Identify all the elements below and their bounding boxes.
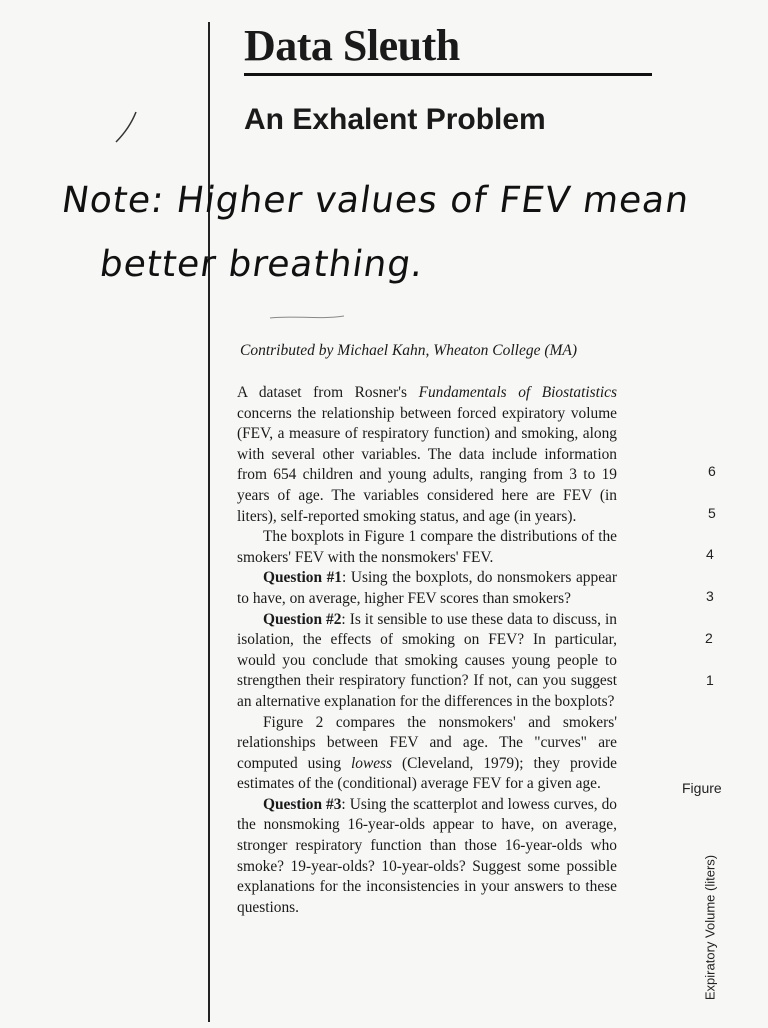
- question-1: Question #1: Using the boxplots, do nonsmokers appear to have, on average, higher FEV scores than smokers?: [237, 569, 617, 607]
- y-axis-label: Expiratory Volume (liters): [702, 854, 718, 1001]
- pen-stroke-mark: [268, 312, 348, 322]
- question-3: Question #3: Using the scatterplot and lowess curves, do the nonsmoking 16-year-olds appear to have, on average, stronger respiratory function than those 16-year-olds who smoke? 19-year-olds? 10-year-olds? Suggest some possible explanations for the inconsistencies in your answers to these questions.: [237, 795, 617, 916]
- figure-label: Figure: [682, 780, 722, 796]
- page-subtitle: An Exhalent Problem: [244, 103, 546, 136]
- question-2: Question #2: Is it sensible to use these data to discuss, in isolation, the effects of smoking on FEV? In particular, would you conclude that smoking causes young people to strengthen their respiratory function? If not, can you suggest an alternative explanation for the differences in the boxplots?: [237, 610, 617, 710]
- page-title: Data Sleuth: [244, 21, 460, 70]
- margin-rule: [208, 22, 210, 1022]
- contributor-line: Contributed by Michael Kahn, Wheaton College (MA): [240, 342, 578, 359]
- paragraph-figure2: Figure 2 compares the nonsmokers' and smokers' relationships between FEV and age. The "curves" are computed using lowess (Cleveland, 1979); they provide estimates of the (conditional) average FEV for a given age.: [237, 713, 617, 793]
- handwritten-note-line-2: better breathing.: [97, 244, 427, 285]
- axis-tick-label: 5: [708, 505, 716, 521]
- axis-tick-label: 6: [708, 463, 716, 479]
- axis-tick-label: 2: [705, 630, 713, 646]
- paragraph-intro: A dataset from Rosner's Fundamentals of Biostatistics concerns the relationship between forced expiratory volume (FEV, a measure of respiratory function) and smoking, along with several other variables. The data include information from 654 children and young adults, ranging from 3 to 19 years of age. The variables considered here are FEV (in liters), self-reported smoking status, and age (in years).: [237, 384, 618, 525]
- axis-tick-label: 3: [706, 588, 714, 604]
- paragraph-boxplots: The boxplots in Figure 1 compare the distributions of the smokers' FEV with the nonsmokers' FEV.: [237, 528, 617, 566]
- axis-tick-label: 4: [706, 546, 714, 562]
- axis-tick-label: 1: [706, 672, 714, 688]
- handwritten-note-line-1: Note: Higher values of FEV mean: [59, 180, 693, 221]
- article-body: [237, 383, 617, 918]
- title-underline: [244, 73, 652, 76]
- pen-stroke-mark: [112, 108, 142, 148]
